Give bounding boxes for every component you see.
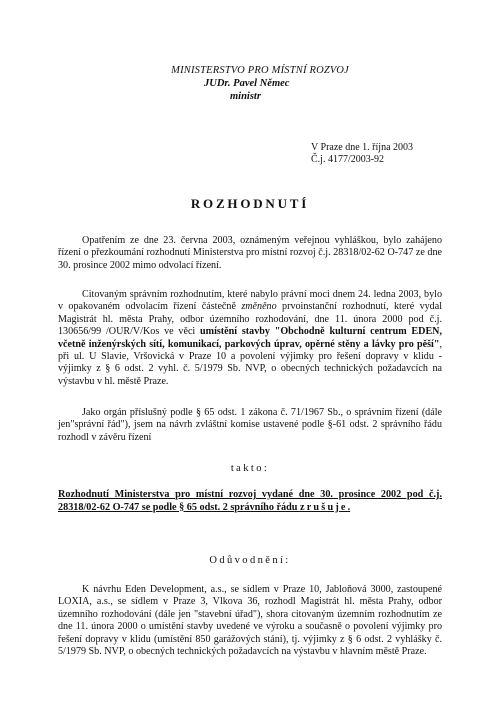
paragraph-1-text: Opatřením ze dne 23. června 2003, oznámeným veřejnou vyhláškou, bylo zahájeno řízení o přezkoumání rozhodnutí Ministerstva pro místní rozvoj č.j. 28318/02-62 O-747 ze dne 30. prosince 2002 mimo odvolací řízení. [58, 235, 442, 271]
verdict-text-c: . [347, 501, 351, 513]
date-reference-block [311, 142, 413, 166]
paragraph-4-text: K návrhu Eden Development, a.s., se sídlem v Praze 10, Jabloňová 3000, zastoupené LOXIA, a.s., se sídlem v Praze 3, Vlkova 36, rozhodl Magistrát hl. města Prahy, odbor územního rozhodování (dále jen "stavební úřad"), shora citovaným územním rozhodnutím ze dne 11. února 2000 o umístění stavby uvedené ve výroku a současně o povolení výjimky pro řešení dopravy v klidu (umístění 850 garážových stání), tj. výjimky z § 6 odst. 2 vyhlášky č. 5/1979 Sb. NVP, o obecných technických požadavcích na výstavbu v hlavním městě Praze. [58, 584, 442, 658]
signatory-role: ministr [230, 91, 261, 102]
paragraph-3 [58, 407, 442, 444]
paragraph-3-text: Jako orgán příslušný podle § 65 odst. 1 zákona č. 71/1967 Sb., o správním řízení (dále jen"správní řád"), jsem na návrh zvláštní komise ustavené podle §-61 odst. 2 správního řádu rozhodl v závěru řízení [58, 407, 442, 443]
paragraph-2 [58, 289, 442, 388]
verdict [58, 489, 442, 514]
verdict-text-a: Rozhodnutí Ministerstva pro místní rozvoj vydané dne 30. prosince 2002 pod č.j. 28318/02-62 O-747 se podle § 65 odst. 2 správního řádu [58, 489, 442, 513]
place-date: V Praze dne 1. října 2003 [311, 142, 414, 153]
signatory-name: JUDr. Pavel Němec [204, 78, 290, 89]
document-title: ROZHODNUTÍ [190, 196, 310, 211]
oduvodneni-heading: Odůvodnění: [209, 555, 291, 566]
paragraph-4 [58, 584, 442, 658]
paragraph-2-emphasis: změněno [241, 301, 277, 313]
paragraph-2-subject: umístění stavby "Obchodně kulturní centrum EDEN, včetně inženýrských sítí, komunikací, parkových úprav, opěrné stěny a lávky pro pěší" [58, 326, 442, 350]
verdict-keyword: zrušuje [299, 501, 348, 513]
paragraph-2-text-e: , při ul. U Slavie, Vršovická v Praze 10 a povolení výjimky pro řešení dopravy v klidu - výjimky z § 6 odst. 2 vyhl. č. 5/1979 Sb. NVP, o obecných technických požadavcích na výstavbu v hl. městě Praze. [58, 338, 442, 387]
takto-heading: takto: [230, 463, 270, 474]
paragraph-2-text-c: prvoinstanční rozhodnutí, které vydal Magistrát hl. města Prahy, odbor územního rozhodování, dne 11. února 2000 pod č.j. 130656/99 /OUR/V/Kos ve věci [58, 301, 442, 338]
paragraph-2-text-a: Citovaným správním rozhodnutím, které nabylo právní moci dnem 24. ledna 2003, bylo v opakovaném odvolacím řízení částečně [58, 289, 442, 313]
reference-number: Č.j. 4177/2003-92 [311, 154, 385, 165]
ministry-name: MINISTERSTVO PRO MÍSTNÍ ROZVOJ [171, 65, 349, 76]
paragraph-1 [58, 235, 442, 272]
